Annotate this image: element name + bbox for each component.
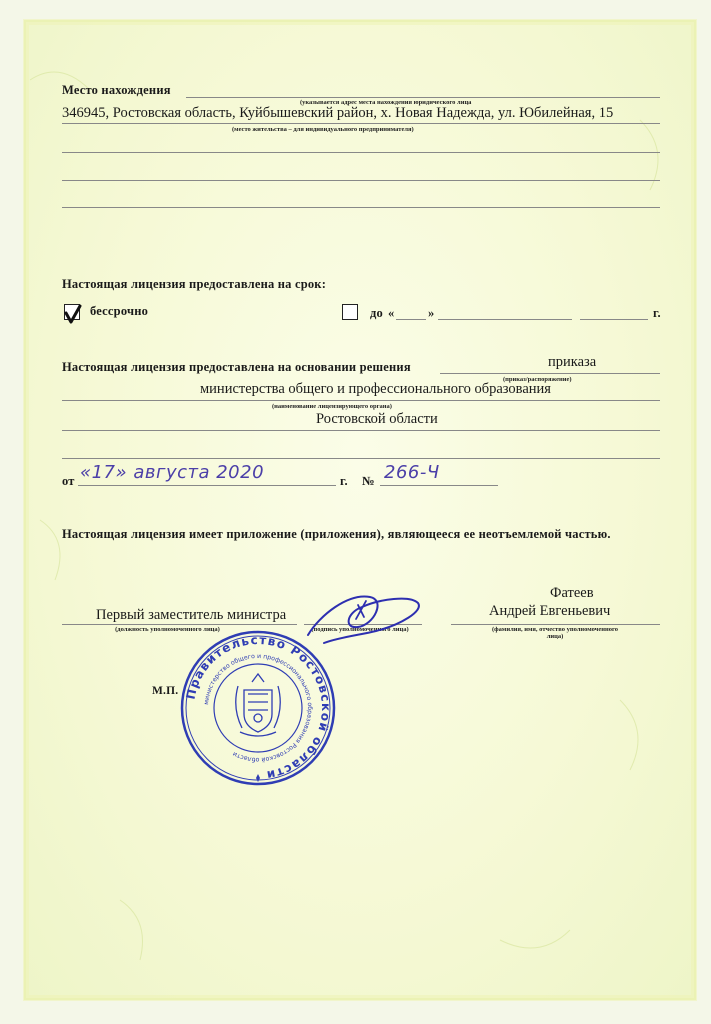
- until-label: до: [370, 306, 383, 320]
- until-year-suffix: г.: [653, 306, 661, 320]
- checkmark-icon: [63, 303, 83, 325]
- location-line-1: [186, 97, 660, 98]
- caption-legal-address: (указывается адрес места нахождения юридического лица: [300, 99, 472, 106]
- svg-text:министерство общего и професси: [203, 653, 314, 764]
- caption-authority: (наименование лицензирующего органа): [272, 403, 392, 410]
- unlimited-option-label: бессрочно: [90, 304, 149, 318]
- authority-line-3-rule: [62, 458, 660, 459]
- signer-surname: Фатеев: [550, 585, 594, 601]
- date-year-suffix: г.: [340, 474, 348, 488]
- seal-outer-text: Правительство Ростовской области: [183, 632, 334, 783]
- blank-line-3: [62, 207, 660, 208]
- until-month-line: [438, 319, 572, 320]
- license-sheet: [24, 20, 696, 1000]
- address-value: 346945, Ростовская область, Куйбышевский район, х. Новая Надежда, ул. Юбилейная, 15: [62, 105, 614, 121]
- authority-line-2-rule: [62, 430, 660, 431]
- authority-line-2: Ростовской области: [316, 411, 438, 427]
- caption-signature: (подпись уполномоченного лица): [311, 626, 409, 633]
- blank-line-1: [62, 152, 660, 153]
- decision-number-line: [380, 485, 498, 486]
- from-prefix: от: [62, 474, 75, 488]
- until-checkbox[interactable]: [342, 304, 358, 320]
- seal-inner-text: министерство общего и профессионального образования Ростовской области: [203, 652, 314, 764]
- location-line-2: [62, 123, 660, 124]
- appendix-note: Настоящая лицензия имеет приложение (приложения), являющееся ее неотъемлемой частью.: [62, 527, 611, 541]
- term-label: Настоящая лицензия предоставлена на срок:: [62, 277, 327, 291]
- basis-label: Настоящая лицензия предоставлена на основании решения: [62, 360, 411, 374]
- decision-type-value: приказа: [548, 354, 597, 370]
- quote-open: «: [388, 306, 395, 320]
- decision-date-line: [78, 485, 336, 486]
- until-year-line: [580, 319, 648, 320]
- authority-line-1-rule: [62, 400, 660, 401]
- decision-date-handwritten: «17» августа 2020: [80, 462, 265, 483]
- location-label: Место нахождения: [62, 83, 171, 97]
- mp-label: М.П.: [152, 685, 179, 697]
- signature-mark: [300, 585, 425, 655]
- decision-type-line: [440, 373, 660, 374]
- quote-close: »: [428, 306, 435, 320]
- blank-line-2: [62, 180, 660, 181]
- caption-individual-address: (место жительства – для индивидуального предпринимателя): [232, 126, 414, 133]
- position-line: [62, 624, 297, 625]
- until-day-line: [396, 319, 426, 320]
- signer-position: Первый заместитель министра: [96, 607, 287, 623]
- caption-name: (фамилия, имя, отчество уполномоченного лица): [491, 626, 619, 640]
- number-sign: №: [362, 474, 375, 488]
- caption-decision-type: (приказ/распоряжение): [503, 376, 572, 383]
- decision-number-handwritten: 266-Ч: [384, 462, 440, 483]
- signer-first-name: Андрей Евгеньевич: [489, 603, 611, 619]
- name-line: [451, 624, 660, 625]
- authority-line-1: министерства общего и профессионального образования: [200, 381, 551, 397]
- coat-of-arms-icon: [236, 674, 281, 736]
- caption-position: (должность уполномоченного лица): [115, 626, 220, 633]
